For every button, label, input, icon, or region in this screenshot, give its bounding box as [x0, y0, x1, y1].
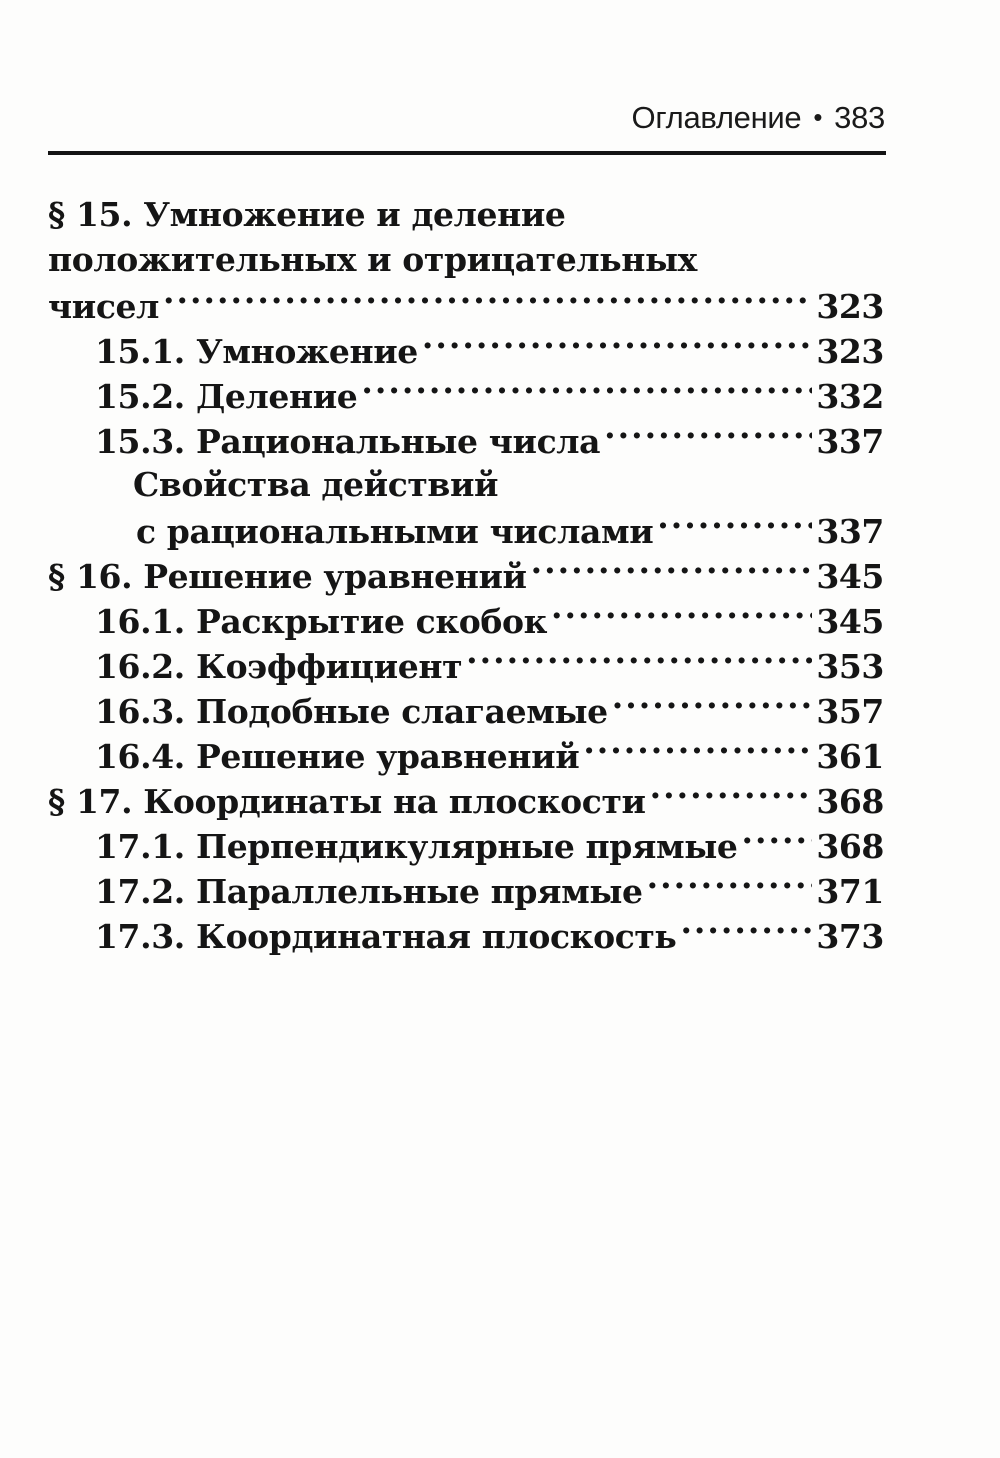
- toc-page-number: 368: [816, 827, 884, 866]
- toc-entry-label: 15.2. Деление: [95, 377, 358, 416]
- toc-page-number: 345: [816, 557, 884, 596]
- toc-entry-label: 17.2. Параллельные прямые: [95, 872, 643, 911]
- toc-entry-s15-3-sub-line1: [48, 462, 884, 507]
- toc-entry-s15-3-sub-line2: [48, 507, 884, 552]
- toc-page-number: 353: [816, 647, 884, 686]
- toc-entry-s15-line2: [48, 237, 884, 282]
- dot-leader: [612, 687, 813, 723]
- dot-leader: [604, 417, 812, 453]
- toc-entry-s17-3: [48, 912, 884, 957]
- toc-page-number: 337: [816, 512, 884, 551]
- toc-entry-s15-3: [48, 417, 884, 462]
- dot-leader: [742, 822, 813, 858]
- dot-leader: [647, 867, 813, 903]
- toc-page-number: 368: [816, 782, 884, 821]
- dot-leader: [583, 732, 812, 768]
- toc-page-number: 371: [816, 872, 884, 911]
- toc-entry-s16-1: [48, 597, 884, 642]
- dot-leader: [657, 507, 812, 543]
- toc-entry-s17-1: [48, 822, 884, 867]
- header-rule: [48, 151, 886, 155]
- toc-entry-label: 15.1. Умножение: [95, 332, 418, 371]
- dot-leader: [163, 282, 812, 318]
- toc-page-number: 357: [816, 692, 884, 731]
- toc-page-number: 332: [816, 377, 884, 416]
- running-header-title: Оглавление: [631, 100, 802, 135]
- dot-leader: [361, 372, 812, 408]
- dot-leader: [650, 777, 813, 813]
- toc-entry-s17: [48, 777, 884, 822]
- toc-entry-label: § 16. Решение уравнений: [48, 557, 527, 596]
- toc-entry-label: § 17. Координаты на плоскости: [48, 782, 646, 821]
- bullet-separator: •: [813, 102, 823, 132]
- toc-entry-s16-2: [48, 642, 884, 687]
- toc-entry-label: положительных и отрицательных: [48, 240, 697, 279]
- toc-page-number: 345: [816, 602, 884, 641]
- toc-entry-label: 17.1. Перпендикулярные прямые: [95, 827, 738, 866]
- toc-entry-label: 16.4. Решение уравнений: [95, 737, 580, 776]
- toc-page-number: 323: [816, 287, 884, 326]
- toc-entry-s15-line1: [48, 192, 884, 237]
- toc-entry-label: чисел: [48, 287, 159, 326]
- toc-entry-s15-2: [48, 372, 884, 417]
- toc-page-number: 361: [816, 737, 884, 776]
- toc-entry-label: 15.3. Рациональные числа: [95, 422, 601, 461]
- toc-entry-label: 16.3. Подобные слагаемые: [95, 692, 608, 731]
- toc-entry-s17-2: [48, 867, 884, 912]
- running-header: [632, 100, 885, 136]
- toc-page-number: 323: [816, 332, 884, 371]
- dot-leader: [551, 597, 812, 633]
- toc-entry-label: 16.2. Коэффициент: [95, 647, 463, 686]
- toc-entry-label: с рациональными числами: [136, 512, 654, 551]
- toc-entry-s15-line3: [48, 282, 884, 327]
- table-of-contents: [48, 192, 884, 957]
- toc-entry-s15-1: [48, 327, 884, 372]
- dot-leader: [531, 552, 813, 588]
- toc-page-number: 337: [816, 422, 884, 461]
- dot-leader: [680, 912, 812, 948]
- toc-entry-label: § 15. Умножение и деление: [48, 195, 566, 234]
- toc-entry-s16-3: [48, 687, 884, 732]
- toc-entry-label: 17.3. Координатная плоскость: [95, 917, 677, 956]
- toc-entry-label: Свойства действий: [133, 465, 499, 504]
- toc-entry-s16-4: [48, 732, 884, 777]
- dot-leader: [422, 327, 812, 363]
- dot-leader: [466, 642, 812, 678]
- toc-page-number: 373: [816, 917, 884, 956]
- toc-entry-s16: [48, 552, 884, 597]
- running-header-page-number: 383: [834, 100, 885, 135]
- toc-entry-label: 16.1. Раскрытие скобок: [95, 602, 548, 641]
